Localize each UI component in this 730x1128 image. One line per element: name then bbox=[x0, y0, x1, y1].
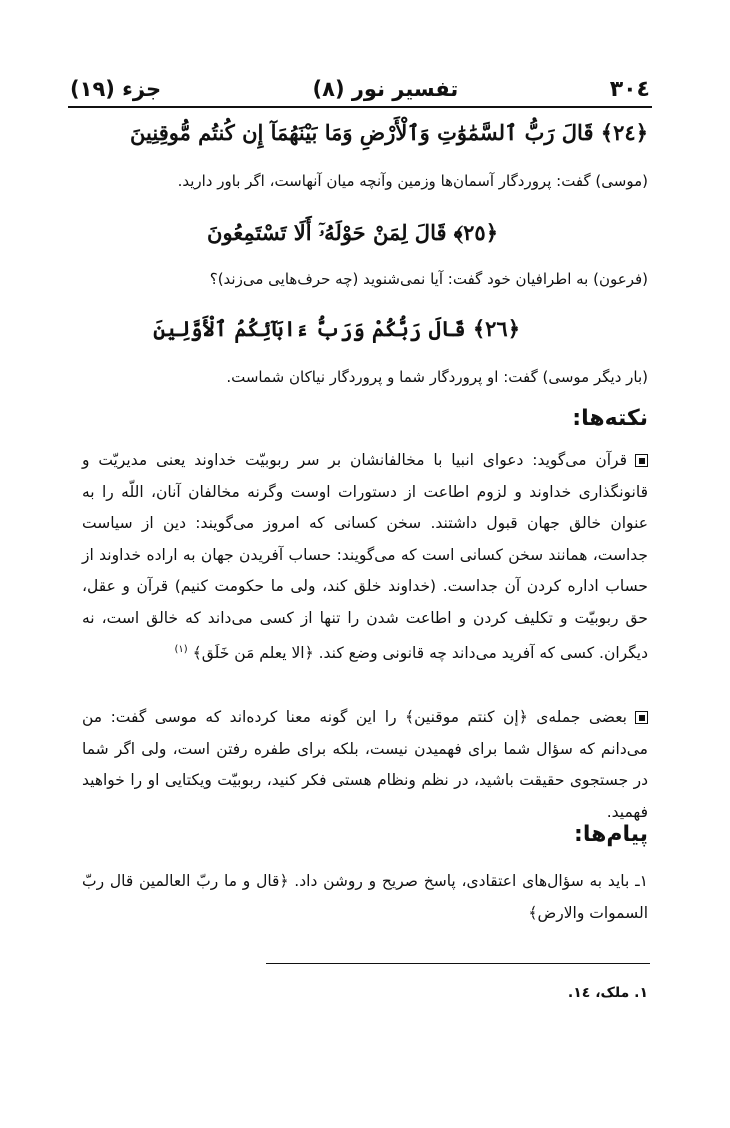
note-item bbox=[82, 702, 648, 828]
messages-title: پیام‌ها: bbox=[574, 822, 648, 847]
note-text: بعضی جمله‌ی ﴿إن کنتم موقنین﴾ را این گونه معنا کرده‌اند که موسی گفت: من می‌دانم که سؤال شما برای فهمیدن نیست، بلکه برای طفره رفتن است، ولی اگر شما در جستجوی حقیقت باشید، در نظم ونظام هستی فکر کنید، ربوبیّت ویکتایی او را خواهید فهمید. bbox=[82, 708, 648, 821]
header-divider bbox=[68, 106, 652, 108]
footnote: ۱. ملک، ۱٤. bbox=[567, 985, 648, 1001]
verse-24-translation: (موسی) گفت: پروردگار آسمان‌ها وزمین وآنچه میان آنهاست، اگر باور دارید. bbox=[177, 172, 648, 190]
juz-label: جزء (۱۹) bbox=[70, 77, 162, 101]
footnote-ref: (۱) bbox=[174, 644, 188, 655]
message-item bbox=[82, 866, 648, 929]
page-number: ۳۰٤ bbox=[609, 76, 650, 102]
note-item bbox=[82, 445, 648, 670]
message-text: ۱ـ باید به سؤال‌های اعتقادی، پاسخ صریح و روشن داد. ﴿قال و ما ربّ العالمین قال ربّ السموات والارض﴾ bbox=[82, 872, 648, 922]
notes-title: نکته‌ها: bbox=[572, 406, 648, 431]
verse-24: ﴿۲٤﴾ قَالَ رَبُّ ٱلسَّمَٰوَٰتِ وَٱلْأَرْضِ وَمَا بَيْنَهُمَآ إِن كُنتُم مُّوقِنِينَ bbox=[130, 120, 648, 145]
verse-25: ﴿۲٥﴾ قَالَ لِمَنْ حَوْلَهُۥٓ أَلَا تَسْتَمِعُونَ bbox=[207, 220, 498, 245]
page-header bbox=[70, 72, 650, 106]
note-text: قرآن می‌گوید: دعوای انبیا با مخالفانشان بر سر ربوبیّت خداوند یعنی مدیریّت و قانونگذاری خداوند و لزوم اطاعت از دستورات اوست وگرنه مخالفان آنان، اللّه را به عنوان خالق جهان قبول داشتند. سخن کسانی که امروز می‌گویند: دین از سیاست جداست، همانند سخن کسانی است که می‌گویند: حساب آفریدن جهان به اراده خداوند از حساب اداره کردن آن جداست. (خداوند خلق کند، ولی ما حکومت کنیم) قرآن و عقل، حق ربوبیّت و تکلیف کردن و اطاعت شدن را تنها از کسی می‌داند که خالق است، نه دیگران. کسی که آفرید می‌داند چه قانونی وضع کند. ﴿الا یعلم مَن خَلَق﴾ bbox=[82, 451, 648, 663]
book-title: تفسیر نور (۸) bbox=[312, 77, 459, 101]
square-bullet-icon bbox=[635, 711, 648, 724]
footnote-divider bbox=[266, 963, 650, 964]
verse-26-translation: (بار دیگر موسی) گفت: او پروردگار شما و پروردگار نیاکان شماست. bbox=[226, 368, 648, 386]
verse-25-translation: (فرعون) به اطرافیان خود گفت: آیا نمی‌شنوید (چه حرف‌هایی می‌زند)؟ bbox=[209, 270, 648, 288]
verse-26: ﴿۲٦﴾ قَالَ رَبُّكُمْ وَرَبُّ ءَابَآئِكُمُ ٱلْأَوَّلِينَ bbox=[153, 316, 520, 341]
square-bullet-icon bbox=[635, 454, 648, 467]
